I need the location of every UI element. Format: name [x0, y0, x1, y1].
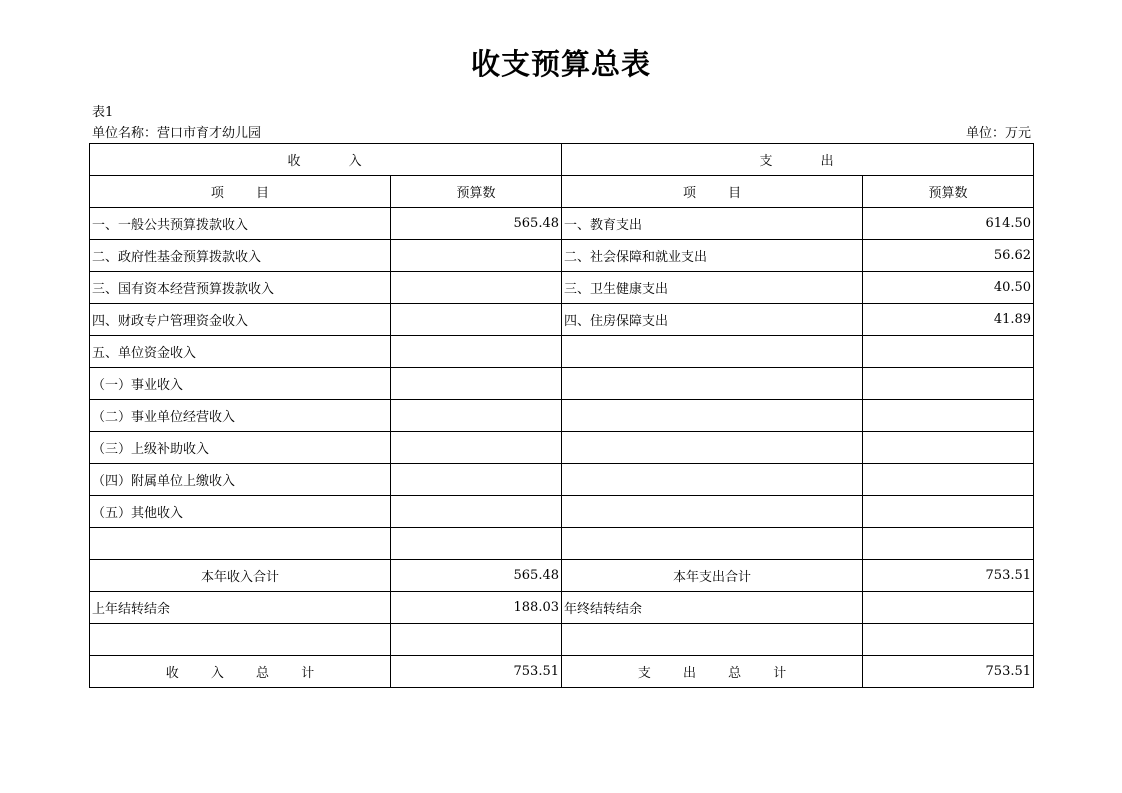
- income-amount-cell: 565.48: [391, 208, 562, 240]
- expense-amount-cell: [863, 368, 1034, 400]
- income-section-header: 收 入: [90, 144, 562, 176]
- income-item-cell: [90, 528, 391, 560]
- income-item-cell: （五）其他收入: [90, 496, 391, 528]
- expense-amount-cell: [863, 496, 1034, 528]
- carryover-row: [90, 592, 1034, 624]
- income-amount-cell: [391, 400, 562, 432]
- income-amount-cell: [391, 496, 562, 528]
- expense-item-header: 项 目: [562, 176, 863, 208]
- table-row: [90, 464, 1034, 496]
- table-row: [90, 336, 1034, 368]
- table-number: 表1: [92, 105, 114, 120]
- income-amount-cell: [391, 368, 562, 400]
- income-item-cell: 一、一般公共预算拨款收入: [90, 208, 391, 240]
- expense-item-cell: [562, 496, 863, 528]
- table-row: [90, 272, 1034, 304]
- income-carryover-label: 上年结转结余: [90, 592, 391, 624]
- income-item-cell: 四、财政专户管理资金收入: [90, 304, 391, 336]
- expense-amount-cell: [863, 528, 1034, 560]
- unit-name: 单位名称：营口市育才幼儿园: [92, 126, 262, 141]
- blank-cell: [391, 624, 562, 656]
- table-row: [90, 368, 1034, 400]
- expense-amount-cell: [863, 464, 1034, 496]
- expense-amount-cell: 40.50: [863, 272, 1034, 304]
- blank-cell: [863, 624, 1034, 656]
- expense-item-cell: [562, 464, 863, 496]
- expense-item-cell: [562, 336, 863, 368]
- table-row: [90, 400, 1034, 432]
- table-row: [90, 208, 1034, 240]
- expense-amount-cell: 614.50: [863, 208, 1034, 240]
- income-grand-total-label: 收 入 总 计: [90, 656, 391, 688]
- expense-amount-cell: 41.89: [863, 304, 1034, 336]
- expense-item-cell: [562, 400, 863, 432]
- income-amount-header: 预算数: [391, 176, 562, 208]
- expense-item-cell: 二、社会保障和就业支出: [562, 240, 863, 272]
- income-year-total-amount: 565.48: [391, 560, 562, 592]
- blank-row: [90, 624, 1034, 656]
- expense-item-cell: [562, 528, 863, 560]
- page-title: 收支预算总表: [470, 47, 651, 81]
- income-item-cell: 五、单位资金收入: [90, 336, 391, 368]
- expense-amount-header: 预算数: [863, 176, 1034, 208]
- expense-amount-cell: [863, 432, 1034, 464]
- table-row: [90, 240, 1034, 272]
- income-grand-total-amount: 753.51: [391, 656, 562, 688]
- income-year-total-label: 本年收入合计: [90, 560, 391, 592]
- income-item-cell: （二）事业单位经营收入: [90, 400, 391, 432]
- table-row: [90, 432, 1034, 464]
- table-row: [90, 304, 1034, 336]
- income-amount-cell: [391, 240, 562, 272]
- income-amount-cell: [391, 528, 562, 560]
- expense-grand-total-label: 支 出 总 计: [562, 656, 863, 688]
- expense-year-total-amount: 753.51: [863, 560, 1034, 592]
- currency-unit: 单位：万元: [965, 126, 1031, 141]
- blank-cell: [562, 624, 863, 656]
- expense-amount-cell: [863, 336, 1034, 368]
- income-item-cell: 三、国有资本经营预算拨款收入: [90, 272, 391, 304]
- expense-carryover-amount: [863, 592, 1034, 624]
- table-row: [90, 528, 1034, 560]
- income-amount-cell: [391, 272, 562, 304]
- income-item-cell: （四）附属单位上缴收入: [90, 464, 391, 496]
- expense-year-total-label: 本年支出合计: [562, 560, 863, 592]
- table-row: [90, 496, 1034, 528]
- expense-item-cell: 一、教育支出: [562, 208, 863, 240]
- income-item-cell: （一）事业收入: [90, 368, 391, 400]
- income-amount-cell: [391, 304, 562, 336]
- year-total-row: [90, 560, 1034, 592]
- income-amount-cell: [391, 336, 562, 368]
- income-item-cell: 二、政府性基金预算拨款收入: [90, 240, 391, 272]
- income-carryover-amount: 188.03: [391, 592, 562, 624]
- income-item-header: 项 目: [90, 176, 391, 208]
- income-amount-cell: [391, 432, 562, 464]
- budget-summary-table: [89, 143, 1034, 688]
- header-row-columns: [90, 176, 1034, 208]
- grand-total-row: [90, 656, 1034, 688]
- expense-amount-cell: 56.62: [863, 240, 1034, 272]
- expense-carryover-label: 年终结转结余: [562, 592, 863, 624]
- header-row-sections: [90, 144, 1034, 176]
- expense-item-cell: 三、卫生健康支出: [562, 272, 863, 304]
- income-amount-cell: [391, 464, 562, 496]
- expense-amount-cell: [863, 400, 1034, 432]
- expense-item-cell: [562, 368, 863, 400]
- expense-item-cell: 四、住房保障支出: [562, 304, 863, 336]
- blank-cell: [90, 624, 391, 656]
- expense-grand-total-amount: 753.51: [863, 656, 1034, 688]
- income-item-cell: （三）上级补助收入: [90, 432, 391, 464]
- expense-section-header: 支 出: [562, 144, 1034, 176]
- expense-item-cell: [562, 432, 863, 464]
